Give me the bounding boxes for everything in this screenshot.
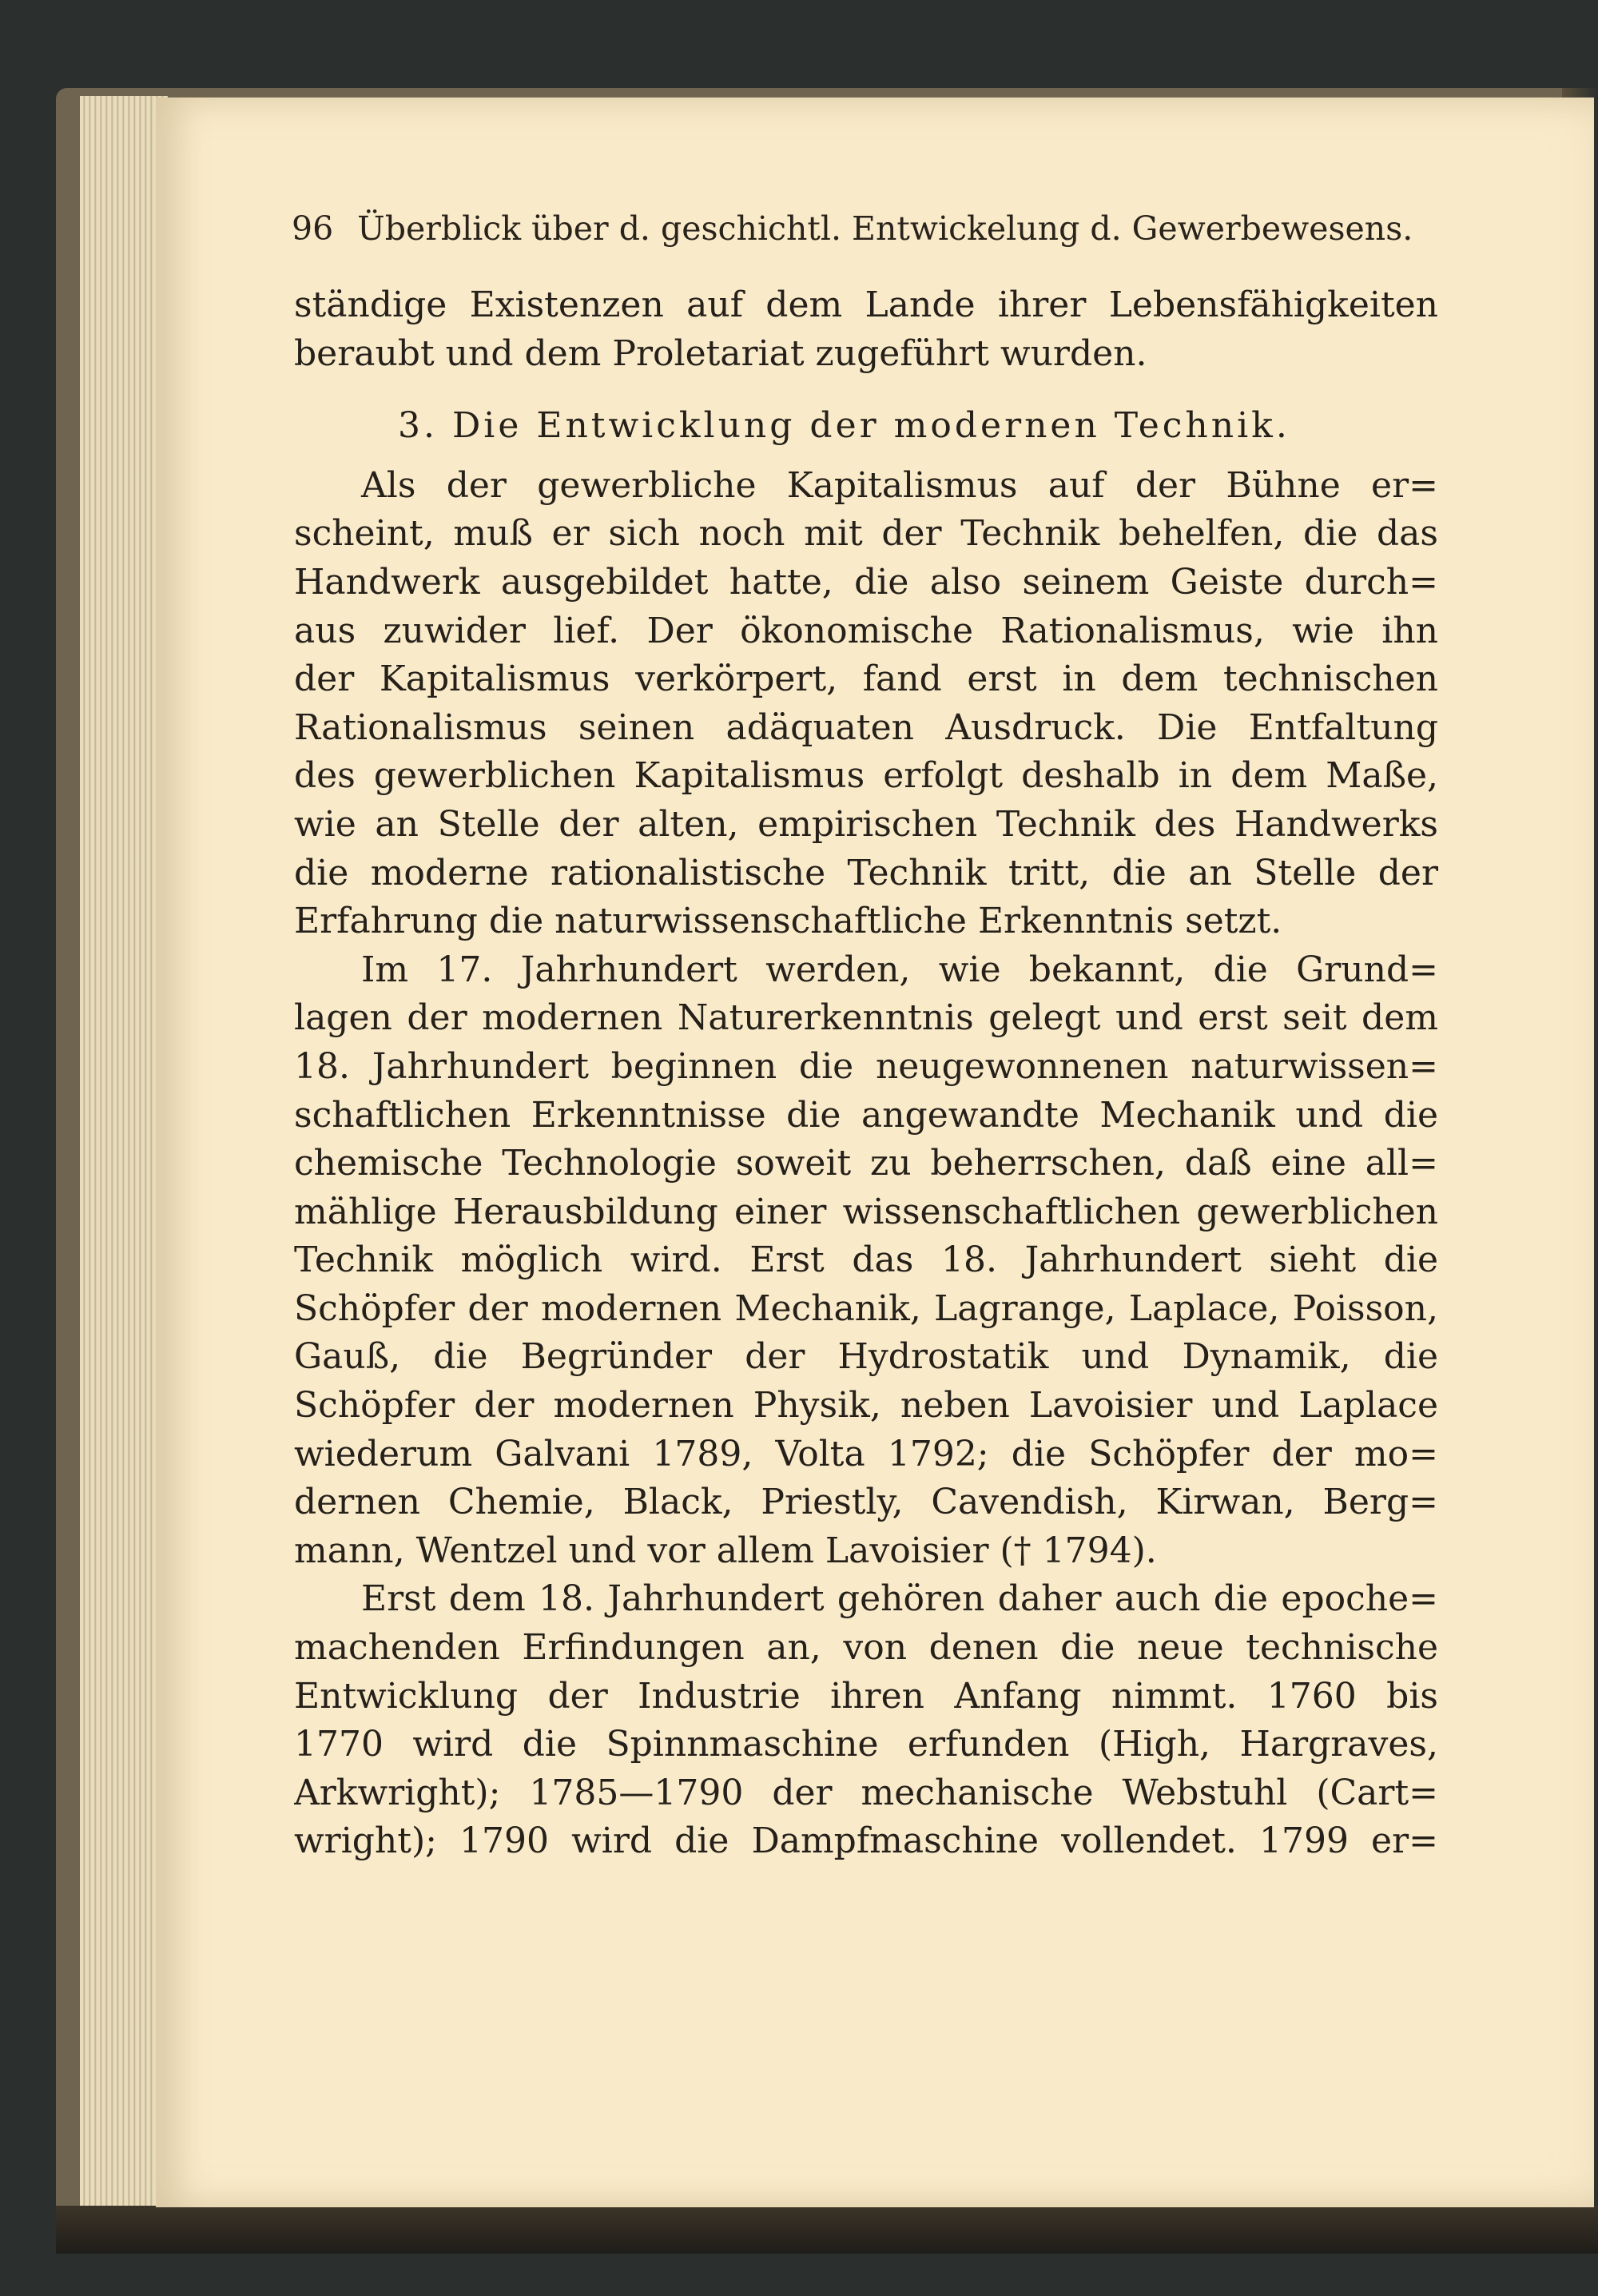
body-text: [294, 281, 1438, 1866]
bottom-shadow: [56, 2206, 1598, 2254]
text-line: des gewerblichen Kapitalismus erfolgt deshalb in dem Maße,: [294, 755, 1438, 797]
text-line: Entwicklung der Industrie ihren Anfang nimmt. 1760 bis: [294, 1675, 1438, 1717]
text-line: Gauß, die Begründer der Hydrostatik und Dynamik, die: [294, 1336, 1438, 1378]
text-line: lagen der modernen Naturerkenntnis gelegt und erst seit dem: [294, 997, 1438, 1039]
section-heading: 3. Die Entwicklung der modernen Technik.: [398, 405, 1290, 447]
text-line: Erfahrung die naturwissenschaftliche Erkenntnis setzt.: [294, 901, 1282, 942]
text-line: wright); 1790 wird die Dampfmaschine vollendet. 1799 er=: [294, 1820, 1438, 1862]
text-line: 18. Jahrhundert beginnen die neugewonnenen naturwissen=: [294, 1045, 1438, 1087]
text-line: aus zuwider lief. Der ökonomische Rationalismus, wie ihn: [294, 610, 1438, 651]
text-line: der Kapitalismus verkörpert, fand erst in dem technischen: [294, 659, 1438, 700]
text-line: Erst dem 18. Jahrhundert gehören daher auch die epoche=: [361, 1578, 1438, 1620]
text-line: Schöpfer der modernen Physik, neben Lavoisier und Laplace: [294, 1385, 1438, 1427]
text-line: ständige Existenzen auf dem Lande ihrer Lebensfähigkeiten: [294, 285, 1438, 325]
text-line: die moderne rationalistische Technik tritt, die an Stelle der: [294, 852, 1438, 893]
text-line: wie an Stelle der alten, empirischen Technik des Handwerks: [294, 803, 1438, 845]
text-line: scheint, muß er sich noch mit der Technik behelfen, die das: [294, 513, 1438, 555]
text-line: schaftlichen Erkenntnisse die angewandte Mechanik und die: [294, 1094, 1438, 1136]
text-line: Im 17. Jahrhundert werden, wie bekannt, die Grund=: [361, 949, 1438, 990]
text-line: Technik möglich wird. Erst das 18. Jahrhundert sieht die: [294, 1240, 1438, 1281]
text-line: chemische Technologie soweit zu beherrschen, daß eine all=: [294, 1143, 1438, 1184]
text-line: wiederum Galvani 1789, Volta 1792; die Schöpfer der mo=: [294, 1433, 1438, 1474]
text-line: Schöpfer der modernen Mechanik, Lagrange, Laplace, Poisson,: [294, 1287, 1438, 1329]
text-line: mann, Wentzel und vor allem Lavoisier († 1794).: [294, 1530, 1157, 1571]
text-line: 1770 wird die Spinnmaschine erfunden (High, Hargraves,: [294, 1724, 1438, 1765]
text-line: Arkwright); 1785—1790 der mechanische Webstuhl (Cart=: [294, 1772, 1438, 1813]
text-line: mählige Herausbildung einer wissenschaftlichen gewerblichen: [294, 1191, 1438, 1232]
text-line: Handwerk ausgebildet hatte, die also seinem Geiste durch=: [294, 561, 1438, 603]
page-number: 96: [292, 209, 334, 248]
text-line: beraubt und dem Proletariat zugeführt wurden.: [294, 332, 1147, 374]
text-line: dernen Chemie, Black, Priestly, Cavendish, Kirwan, Berg=: [294, 1482, 1438, 1523]
text-line: Rationalismus seinen adäquaten Ausdruck. Die Entfaltung: [294, 706, 1438, 748]
page-stack-edges: [80, 96, 168, 2206]
running-header: [292, 209, 1426, 248]
running-title: Überblick über d. geschichtl. Entwickelung d. Gewerbewesens.: [357, 209, 1413, 248]
text-line: machenden Erfindungen an, von denen die neue technische: [294, 1627, 1438, 1669]
text-line: Als der gewerbliche Kapitalismus auf der Bühne er=: [361, 464, 1438, 506]
